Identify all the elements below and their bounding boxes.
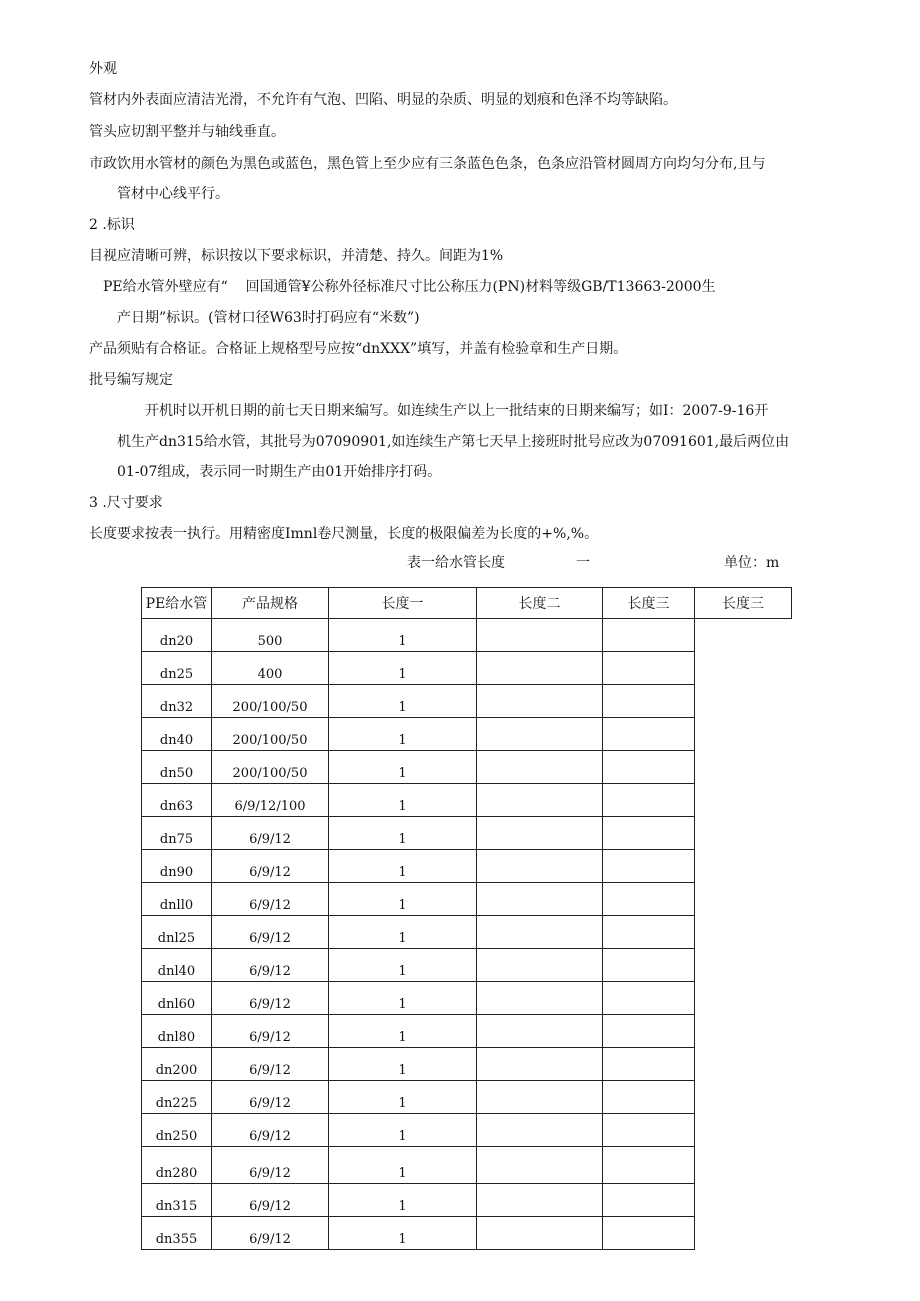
heading-batch: 批号编写规定 [89, 372, 173, 388]
table-cell: 6/9/12 [212, 1217, 329, 1250]
table-cell: 1 [329, 916, 477, 949]
table-cell: 200/100/50 [212, 751, 329, 784]
table-cell: 400 [212, 652, 329, 685]
paragraph-color-cont: 管材中心线平行。 [117, 186, 229, 202]
table-cell: dn225 [142, 1081, 212, 1114]
table-cell [477, 817, 603, 850]
table-cell: 1 [329, 1015, 477, 1048]
table-cell: 6/9/12/100 [212, 784, 329, 817]
table-row [142, 1147, 792, 1184]
paragraph-pe-marking: PE给水管外壁应有“ 回国通管¥公称外径标准尺寸比公称压力(PN)材料等级GB/T13663-2000生 [103, 279, 716, 295]
table-row [142, 718, 792, 751]
paragraph-cut: 管头应切割平整并与轴线垂直。 [89, 124, 285, 140]
table-cell: 6/9/12 [212, 1184, 329, 1217]
table-cell [603, 1184, 695, 1217]
table-cell [603, 1147, 695, 1184]
table-cell: 6/9/12 [212, 1048, 329, 1081]
table-header-row [142, 588, 792, 619]
table-cell: dn90 [142, 850, 212, 883]
table-cell: dn63 [142, 784, 212, 817]
table-row [142, 1114, 792, 1147]
table-row [142, 652, 792, 685]
group-label: PE给水管 [145, 596, 208, 612]
table-cell: 1 [329, 1048, 477, 1081]
table-cell: 1 [329, 685, 477, 718]
table-cell [603, 883, 695, 916]
table-cell [477, 982, 603, 1015]
table-cell [477, 916, 603, 949]
table-cell: dnl80 [142, 1015, 212, 1048]
table-cell [603, 652, 695, 685]
header-cell: 长度二 [477, 588, 603, 619]
header-cell: 长度三 [603, 588, 695, 619]
table-cell: 1 [329, 1147, 477, 1184]
table-caption-dash: 一 [576, 555, 590, 571]
heading-dimensions: 3 .尺寸要求 [89, 495, 163, 511]
table-row [142, 982, 792, 1015]
table-cell: dn20 [142, 619, 212, 652]
table-cell [477, 1147, 603, 1184]
table-cell [603, 784, 695, 817]
table-cell [477, 883, 603, 916]
table-row [142, 751, 792, 784]
table-cell: 1 [329, 652, 477, 685]
table-cell [477, 685, 603, 718]
table-cell [477, 1217, 603, 1250]
table-cell [603, 619, 695, 652]
table-cell [477, 784, 603, 817]
table-row [142, 883, 792, 916]
table-cell [603, 1217, 695, 1250]
table-cell [477, 751, 603, 784]
table-cell: 6/9/12 [212, 1081, 329, 1114]
table-cell [603, 1048, 695, 1081]
table-cell: dn75 [142, 817, 212, 850]
table-cell [477, 1184, 603, 1217]
table-cell: 1 [329, 1081, 477, 1114]
table-cell: 200/100/50 [212, 685, 329, 718]
table-cell [603, 718, 695, 751]
table-row [142, 1184, 792, 1217]
table-cell [477, 652, 603, 685]
length-table [141, 587, 792, 1250]
table-row [142, 1048, 792, 1081]
paragraph-batch-3: 01-07组成，表示同一时期生产由01开始排序打码。 [117, 464, 442, 480]
group-label-cell [142, 588, 212, 619]
table-cell: dn40 [142, 718, 212, 751]
table-cell: 1 [329, 949, 477, 982]
table-row [142, 1081, 792, 1114]
table-cell [477, 1048, 603, 1081]
table-row [142, 784, 792, 817]
paragraph-surface: 管材内外表面应清洁光滑，不允许有气泡、凹陷、明显的杂质、明显的划痕和色泽不均等缺陷。 [89, 92, 677, 108]
table-cell: 6/9/12 [212, 1015, 329, 1048]
paragraph-certificate: 产品须贴有合格证。合格证上规格型号应按“dnXXX”填写，并盖有检验章和生产日期。 [89, 341, 628, 357]
table-cell [603, 1015, 695, 1048]
table-cell: 6/9/12 [212, 949, 329, 982]
table-cell: 1 [329, 1184, 477, 1217]
table-cell: dnl60 [142, 982, 212, 1015]
table-row [142, 916, 792, 949]
table-cell: 1 [329, 817, 477, 850]
table-cell [477, 1081, 603, 1114]
table-cell: 6/9/12 [212, 817, 329, 850]
table-cell: 1 [329, 982, 477, 1015]
table-caption: 表一给水管长度 [407, 555, 505, 571]
table-cell: 200/100/50 [212, 718, 329, 751]
table-cell [603, 850, 695, 883]
table-row [142, 619, 792, 652]
paragraph-color: 市政饮用水管材的颜色为黑色或蓝色，黑色管上至少应有三条蓝色色条，色条应沿管材圆周方向均匀分布,且与 [89, 156, 766, 172]
table-cell [477, 718, 603, 751]
table-cell: dn50 [142, 751, 212, 784]
heading-marking: 2 .标识 [89, 217, 135, 233]
table-cell [477, 619, 603, 652]
table-cell: dn315 [142, 1184, 212, 1217]
table-cell [603, 916, 695, 949]
paragraph-length: 长度要求按表一执行。用精密度Imnl卷尺测量，长度的极限偏差为长度的+%,%。 [89, 526, 599, 542]
table-cell [603, 1114, 695, 1147]
table-cell: 500 [212, 619, 329, 652]
table-cell: 6/9/12 [212, 982, 329, 1015]
paragraph-pe-marking-cont: 产日期”标识。(管材口径W63时打码应有“米数”) [117, 310, 420, 326]
table-row [142, 1217, 792, 1250]
table-row [142, 1015, 792, 1048]
table-cell: 6/9/12 [212, 850, 329, 883]
header-cell: 产品规格 [212, 588, 329, 619]
header-cell: 长度三 [695, 588, 792, 619]
table-cell: dn32 [142, 685, 212, 718]
table-cell: 1 [329, 784, 477, 817]
table-cell [477, 1114, 603, 1147]
table-row [142, 817, 792, 850]
table-cell: dnll0 [142, 883, 212, 916]
table-cell [603, 685, 695, 718]
table-cell: 1 [329, 1114, 477, 1147]
table-cell: 1 [329, 883, 477, 916]
table-cell: 1 [329, 619, 477, 652]
table-cell: 1 [329, 718, 477, 751]
table-cell: dn355 [142, 1217, 212, 1250]
table-cell [477, 1015, 603, 1048]
table-cell: 6/9/12 [212, 1114, 329, 1147]
table-cell: dnl40 [142, 949, 212, 982]
paragraph-marking: 目视应清晰可辨，标识按以下要求标识，并清楚、持久。间距为1% [89, 248, 504, 264]
table-row [142, 685, 792, 718]
table-cell: 1 [329, 850, 477, 883]
table-cell [477, 850, 603, 883]
table-cell [603, 817, 695, 850]
table-cell: dn280 [142, 1147, 212, 1184]
table-cell: dn200 [142, 1048, 212, 1081]
table-cell [603, 751, 695, 784]
table-cell [603, 1081, 695, 1114]
table-cell: dn25 [142, 652, 212, 685]
table-cell: 6/9/12 [212, 1147, 329, 1184]
table-cell: 1 [329, 1217, 477, 1250]
table-row [142, 949, 792, 982]
table-row [142, 850, 792, 883]
table-cell: 6/9/12 [212, 883, 329, 916]
table-cell: dn250 [142, 1114, 212, 1147]
table-cell [603, 949, 695, 982]
heading-appearance: 外观 [89, 61, 117, 77]
table-cell: dnl25 [142, 916, 212, 949]
table-cell [477, 949, 603, 982]
paragraph-batch-2: 机生产dn315给水管，其批号为07090901,如连续生产第七天早上接班时批号应改为07091601,最后两位由 [117, 434, 790, 450]
table-unit: 单位：m [724, 555, 780, 571]
paragraph-batch-1: 开机时以开机日期的前七天日期来编写。如连续生产以上一批结束的日期来编写；如I：2007-9-16开 [145, 403, 769, 419]
table-cell [603, 982, 695, 1015]
header-cell: 长度一 [329, 588, 477, 619]
table-cell: 6/9/12 [212, 916, 329, 949]
table-cell: 1 [329, 751, 477, 784]
